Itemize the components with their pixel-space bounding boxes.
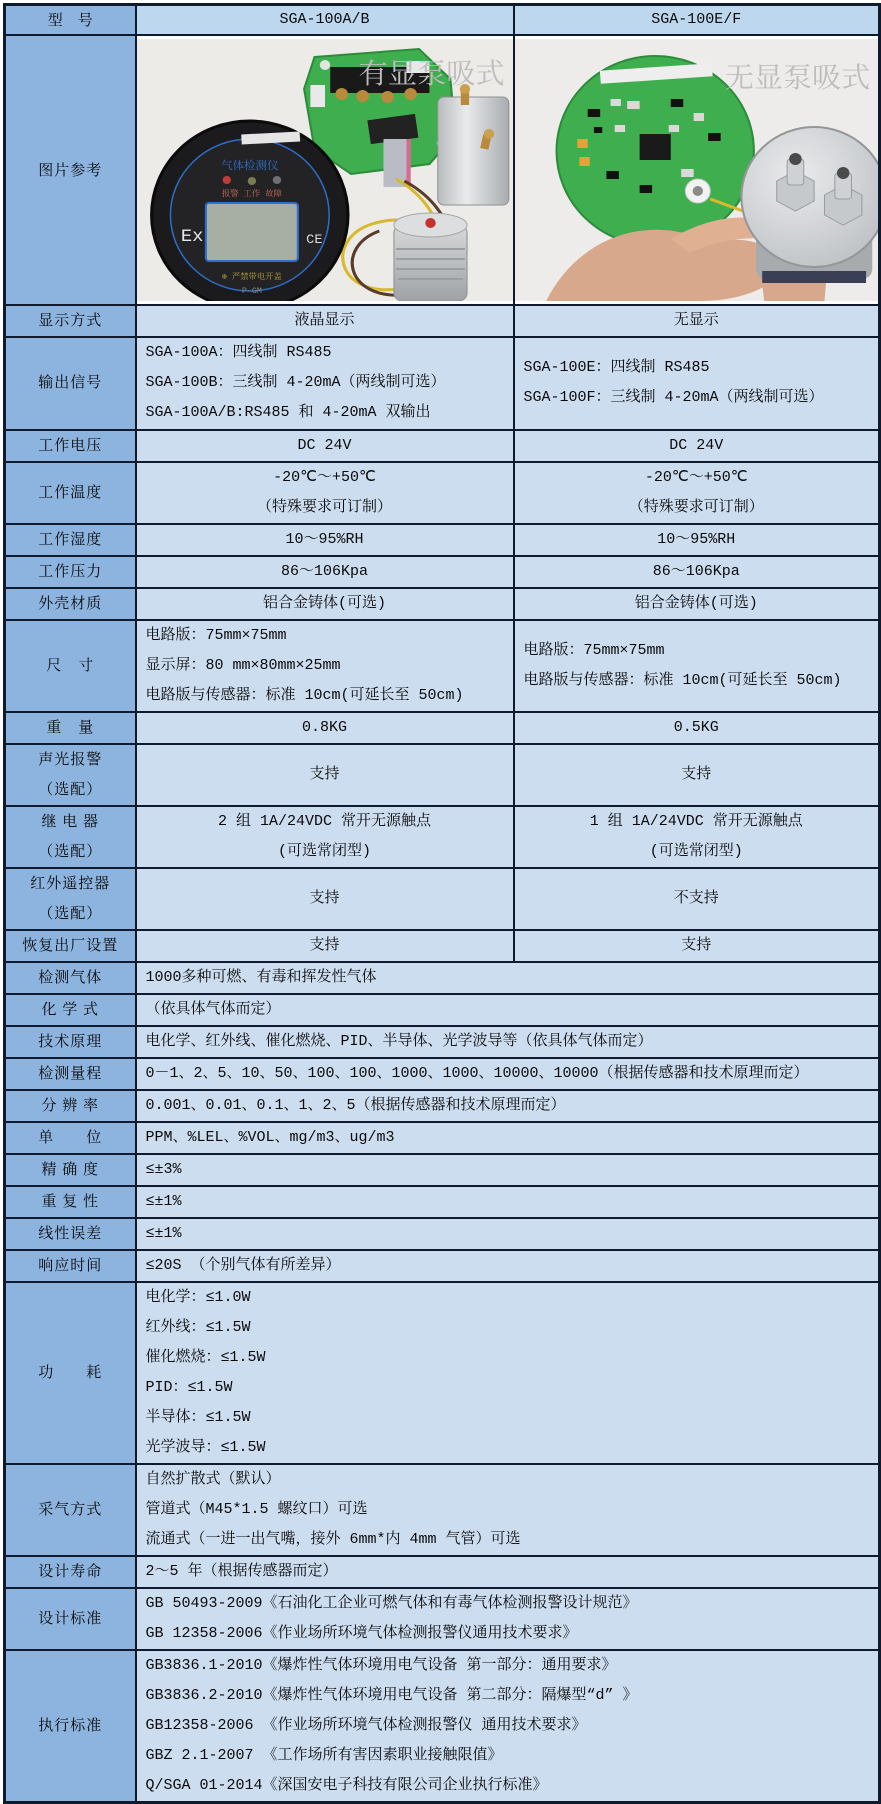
spec-value-audible-visual-alarm-col2 bbox=[514, 744, 880, 806]
row-label-power-consumption bbox=[5, 1282, 136, 1464]
spec-value-line: ≤±3% bbox=[145, 1160, 182, 1178]
row-label-line: 检测量程 bbox=[38, 1065, 103, 1082]
row-label-line: 恢复出厂设置 bbox=[22, 937, 119, 954]
row-label-line: 外壳材质 bbox=[38, 595, 103, 612]
row-label-line: 化 学 式 bbox=[41, 1001, 99, 1018]
row-label-line: （选配） bbox=[38, 781, 103, 798]
spec-value-line: 0－1、2、5、10、50、100、100、1000、1000、10000、10000（根据传感器和技术原理而定） bbox=[145, 1064, 809, 1082]
table-row-repeatability bbox=[5, 1186, 880, 1218]
spec-value-line: （依具体气体而定） bbox=[145, 1000, 281, 1018]
table-row-unit bbox=[5, 1122, 880, 1154]
spec-value-line: PID：≤1.5W bbox=[145, 1378, 233, 1396]
row-label-line: 检测气体 bbox=[38, 969, 103, 986]
table-row-output-signal bbox=[5, 337, 880, 430]
spec-value-line: SGA-100F：三线制 4-20mA（两线制可选） bbox=[523, 389, 824, 406]
spec-value-weight-col1 bbox=[136, 712, 514, 744]
row-label-weight bbox=[5, 712, 136, 744]
table-row-sampling-method bbox=[5, 1464, 880, 1556]
row-label-response-time bbox=[5, 1250, 136, 1282]
spec-rows bbox=[5, 305, 880, 1803]
spec-value-line: 电路版与传感器：标准 10cm(可延长至 50cm) bbox=[523, 671, 842, 689]
spec-value-line: 0.5KG bbox=[673, 718, 719, 736]
gauge-pgm-label: P-GM bbox=[241, 286, 262, 296]
row-label-line: 设计标准 bbox=[38, 1610, 103, 1627]
spec-value-line: 无显示 bbox=[673, 311, 719, 329]
row-label-line: 技术原理 bbox=[38, 1033, 103, 1050]
row-label-line: （选配） bbox=[38, 843, 103, 860]
spec-value-line: 电化学：≤1.0W bbox=[145, 1288, 251, 1306]
spec-value-line: ≤±1% bbox=[145, 1224, 182, 1242]
row-label-line: 功 耗 bbox=[38, 1364, 103, 1381]
spec-value-line: 电路版与传感器：标准 10cm(可延长至 50cm) bbox=[145, 686, 464, 704]
spec-value-line: 液晶显示 bbox=[294, 311, 355, 329]
table-row-chemical-formula bbox=[5, 994, 880, 1026]
spec-value-line: DC 24V bbox=[669, 436, 724, 454]
table-row-display-mode bbox=[5, 305, 880, 337]
gauge-ex-mark: Ex bbox=[180, 225, 203, 247]
spec-value-line: DC 24V bbox=[297, 436, 352, 454]
spec-value-line: 半导体：≤1.5W bbox=[145, 1408, 251, 1426]
spec-value-housing-material-col2 bbox=[514, 588, 880, 620]
watermark-pump-with-display: 有显泵吸式 bbox=[358, 58, 505, 90]
spec-value-dimensions-col1 bbox=[136, 620, 514, 712]
spec-value-working-temperature-col1 bbox=[136, 462, 514, 524]
row-label-line: 工作电压 bbox=[38, 437, 103, 454]
row-label-dimensions bbox=[5, 620, 136, 712]
row-label-detected-gas bbox=[5, 962, 136, 994]
spec-value-line: 86～106Kpa bbox=[652, 562, 740, 580]
table-row-detected-gas bbox=[5, 962, 880, 994]
spec-value-working-temperature-col2 bbox=[514, 462, 880, 524]
spec-value-display-mode-col1 bbox=[136, 305, 514, 337]
table-row-linearity-error bbox=[5, 1218, 880, 1250]
row-label-image-reference: 图片参考 bbox=[5, 35, 136, 305]
row-label-ir-remote bbox=[5, 868, 136, 930]
spec-value-line: SGA-100E：四线制 RS485 bbox=[523, 359, 710, 376]
table-row-audible-visual-alarm bbox=[5, 744, 880, 806]
table-row-relay bbox=[5, 806, 880, 868]
spec-value-dimensions-col2 bbox=[514, 620, 880, 712]
header-model-a: SGA-100A/B bbox=[136, 5, 514, 35]
spec-value-detection-range bbox=[136, 1058, 880, 1090]
row-label-accuracy bbox=[5, 1154, 136, 1186]
svg-text:⊕ 严禁带电开盖: ⊕ 严禁带电开盖 bbox=[221, 272, 282, 282]
spec-value-executive-standard bbox=[136, 1650, 880, 1803]
ribbed-sensor-illustration bbox=[393, 213, 466, 301]
table-row-housing-material bbox=[5, 588, 880, 620]
spec-value-line: 管道式（M45*1.5 螺纹口）可选 bbox=[145, 1500, 368, 1518]
spec-value-line: (可选常闭型) bbox=[649, 842, 743, 860]
spec-value-factory-reset-col2 bbox=[514, 930, 880, 962]
row-label-working-pressure bbox=[5, 556, 136, 588]
spec-value-line: GB12358-2006 《作业场所环境气体检测报警仪 通用技术要求》 bbox=[145, 1716, 587, 1734]
row-label-line: 响应时间 bbox=[38, 1257, 103, 1274]
spec-value-working-pressure-col1 bbox=[136, 556, 514, 588]
spec-value-line: 光学波导：≤1.5W bbox=[145, 1438, 266, 1456]
spec-value-display-mode-col2 bbox=[514, 305, 880, 337]
spec-value-line: 0.8KG bbox=[301, 718, 347, 736]
spec-value-resolution bbox=[136, 1090, 880, 1122]
row-label-line: 重 复 性 bbox=[41, 1193, 99, 1210]
spec-value-technical-principle bbox=[136, 1026, 880, 1058]
row-label-executive-standard bbox=[5, 1650, 136, 1803]
spec-value-line: SGA-100B：三线制 4-20mA（两线制可选） bbox=[145, 374, 446, 391]
spec-value-working-voltage-col2 bbox=[514, 430, 880, 462]
gauge-title-text: 气体检测仪 bbox=[220, 160, 278, 173]
spec-value-ir-remote-col2 bbox=[514, 868, 880, 930]
spec-value-relay-col2 bbox=[514, 806, 880, 868]
spec-value-output-signal-col2 bbox=[514, 337, 880, 430]
row-label-line: 显示方式 bbox=[38, 312, 103, 329]
row-label-line: 工作湿度 bbox=[38, 531, 103, 548]
spec-value-factory-reset-col1 bbox=[136, 930, 514, 962]
header-model-b: SGA-100E/F bbox=[514, 5, 880, 35]
spec-value-line: 不支持 bbox=[673, 889, 719, 907]
row-label-line: 采气方式 bbox=[38, 1501, 103, 1518]
table-header-row bbox=[5, 5, 880, 35]
table-row-dimensions bbox=[5, 620, 880, 712]
row-label-line: 执行标准 bbox=[38, 1717, 103, 1734]
spec-value-line: 86～106Kpa bbox=[280, 562, 368, 580]
spec-value-line: GBZ 2.1-2007 《工作场所有害因素职业接触限值》 bbox=[145, 1746, 503, 1764]
spec-value-detected-gas bbox=[136, 962, 880, 994]
spec-value-working-voltage-col1 bbox=[136, 430, 514, 462]
spec-value-working-humidity-col2 bbox=[514, 524, 880, 556]
row-label-design-life bbox=[5, 1556, 136, 1588]
spec-value-unit bbox=[136, 1122, 880, 1154]
spec-value-sampling-method bbox=[136, 1464, 880, 1556]
product-photo-a-illustration bbox=[137, 39, 513, 301]
row-label-line: 工作温度 bbox=[38, 484, 103, 501]
row-label-line: 设计寿命 bbox=[38, 1563, 103, 1580]
row-label-line: 分 辨 率 bbox=[41, 1097, 99, 1114]
spec-value-line: Q/SGA 01-2014《深国安电子科技有限公司企业执行标准》 bbox=[145, 1776, 548, 1794]
spec-value-line: GB 50493-2009《石油化工企业可燃气体和有毒气体检测报警设计规范》 bbox=[145, 1594, 638, 1612]
table-row-working-temperature bbox=[5, 462, 880, 524]
spec-value-design-life bbox=[136, 1556, 880, 1588]
spec-value-line: PPM、%LEL、%VOL、mg/m3、ug/m3 bbox=[145, 1128, 395, 1146]
watermark-pump-without-display: 无显泵吸式 bbox=[724, 62, 870, 94]
spec-value-line: 10～95%RH bbox=[285, 530, 364, 548]
spec-value-audible-visual-alarm-col1 bbox=[136, 744, 514, 806]
table-row-factory-reset bbox=[5, 930, 880, 962]
spec-value-line: （特殊要求可订制） bbox=[256, 498, 392, 516]
row-label-line: 声光报警 bbox=[38, 751, 103, 768]
sensor-cylinder-illustration bbox=[741, 127, 878, 283]
row-label-relay bbox=[5, 806, 136, 868]
table-row-working-pressure bbox=[5, 556, 880, 588]
table-row-design-standard bbox=[5, 1588, 880, 1650]
table-row-working-humidity bbox=[5, 524, 880, 556]
spec-value-line: 0.001、0.01、0.1、1、2、5（根据传感器和技术原理而定） bbox=[145, 1096, 566, 1114]
spec-value-weight-col2 bbox=[514, 712, 880, 744]
row-label-line: 单 位 bbox=[38, 1129, 103, 1146]
product-photo-sga100ab bbox=[137, 39, 513, 301]
spec-value-linearity-error bbox=[136, 1218, 880, 1250]
row-label-working-temperature bbox=[5, 462, 136, 524]
row-label-chemical-formula bbox=[5, 994, 136, 1026]
spec-value-line: 10～95%RH bbox=[657, 530, 736, 548]
spec-value-line: 铝合金铸体(可选) bbox=[634, 594, 758, 612]
product-photo-sga100ef bbox=[515, 39, 879, 301]
spec-value-line: 支持 bbox=[309, 936, 340, 954]
spec-value-line: 1000多种可燃、有毒和挥发性气体 bbox=[145, 968, 377, 986]
spec-value-accuracy bbox=[136, 1154, 880, 1186]
spec-value-line: 电路版：75mm×75mm bbox=[523, 641, 665, 659]
row-label-line: 输出信号 bbox=[38, 375, 103, 391]
spec-value-line: GB3836.1-2010《爆炸性气体环境用电气设备 第一部分：通用要求》 bbox=[145, 1656, 617, 1674]
table-row-response-time bbox=[5, 1250, 880, 1282]
table-row-working-voltage bbox=[5, 430, 880, 462]
product-photo-b-illustration bbox=[515, 39, 879, 301]
spec-value-line: GB 12358-2006《作业场所环境气体检测报警仪通用技术要求》 bbox=[145, 1624, 578, 1642]
spec-value-line: 显示屏：80 mm×80mm×25mm bbox=[145, 656, 341, 674]
row-label-resolution bbox=[5, 1090, 136, 1122]
spec-value-line: 支持 bbox=[681, 936, 712, 954]
spec-value-chemical-formula bbox=[136, 994, 880, 1026]
row-label-working-humidity bbox=[5, 524, 136, 556]
product-spec-table bbox=[3, 3, 881, 1804]
gauge-led-labels: 报警 工作 故障 bbox=[221, 189, 282, 199]
spec-value-line: GB3836.2-2010《爆炸性气体环境用电气设备 第二部分：隔爆型“d” 》 bbox=[145, 1686, 638, 1704]
table-row-power-consumption bbox=[5, 1282, 880, 1464]
spec-value-repeatability bbox=[136, 1186, 880, 1218]
row-label-display-mode bbox=[5, 305, 136, 337]
pump-cylinder-illustration bbox=[437, 84, 508, 205]
row-label-housing-material bbox=[5, 588, 136, 620]
photo-cell-sga100ab bbox=[136, 35, 514, 305]
spec-value-line: 支持 bbox=[309, 889, 340, 907]
row-label-line: 工作压力 bbox=[38, 563, 103, 580]
spec-value-line: SGA-100A：四线制 RS485 bbox=[145, 344, 332, 361]
row-label-sampling-method bbox=[5, 1464, 136, 1556]
row-label-unit bbox=[5, 1122, 136, 1154]
spec-value-line: SGA-100A/B:RS485 和 4-20mA 双输出 bbox=[145, 404, 431, 421]
spec-value-line: 自然扩散式（默认） bbox=[145, 1470, 281, 1488]
spec-value-line: 流通式（一进一出气嘴，接外 6mm*内 4mm 气管）可选 bbox=[145, 1530, 521, 1548]
table-row-executive-standard bbox=[5, 1650, 880, 1803]
table-row-resolution bbox=[5, 1090, 880, 1122]
row-label-line: 重 量 bbox=[46, 719, 95, 736]
spec-value-response-time bbox=[136, 1250, 880, 1282]
spec-value-line: 支持 bbox=[681, 765, 712, 783]
row-label-line: 线性误差 bbox=[38, 1225, 103, 1242]
spec-value-line: 1 组 1A/24VDC 常开无源触点 bbox=[589, 812, 803, 830]
spec-value-ir-remote-col1 bbox=[136, 868, 514, 930]
image-reference-row bbox=[5, 35, 880, 305]
row-label-line: 继 电 器 bbox=[41, 813, 99, 830]
row-label-line: 尺 寸 bbox=[46, 657, 95, 674]
table-row-design-life bbox=[5, 1556, 880, 1588]
spec-value-housing-material-col1 bbox=[136, 588, 514, 620]
table-row-detection-range bbox=[5, 1058, 880, 1090]
spec-value-design-standard bbox=[136, 1588, 880, 1650]
spec-value-power-consumption bbox=[136, 1282, 880, 1464]
spec-value-line: 催化燃烧：≤1.5W bbox=[145, 1348, 266, 1366]
table-row-ir-remote bbox=[5, 868, 880, 930]
spec-value-line: 铝合金铸体(可选) bbox=[262, 594, 386, 612]
header-model-label: 型 号 bbox=[5, 5, 136, 35]
row-label-audible-visual-alarm bbox=[5, 744, 136, 806]
spec-value-line: 红外线：≤1.5W bbox=[145, 1318, 251, 1336]
table-row-technical-principle bbox=[5, 1026, 880, 1058]
row-label-factory-reset bbox=[5, 930, 136, 962]
photo-cell-sga100ef bbox=[514, 35, 880, 305]
spec-value-line: -20℃～+50℃ bbox=[273, 468, 376, 486]
spec-value-line: 电路版：75mm×75mm bbox=[145, 626, 287, 644]
spec-value-working-pressure-col2 bbox=[514, 556, 880, 588]
row-label-line: 红外遥控器 bbox=[30, 875, 111, 892]
row-label-line: （选配） bbox=[38, 905, 103, 922]
spec-value-line: (可选常闭型) bbox=[277, 842, 371, 860]
spec-value-relay-col1 bbox=[136, 806, 514, 868]
gauge-illustration bbox=[151, 121, 347, 301]
row-label-line: 精 确 度 bbox=[41, 1161, 99, 1178]
spec-value-line: 2 组 1A/24VDC 常开无源触点 bbox=[217, 812, 432, 830]
spec-value-line: ≤20S （个别气体有所差异） bbox=[145, 1256, 341, 1274]
row-label-repeatability bbox=[5, 1186, 136, 1218]
spec-value-line: ≤±1% bbox=[145, 1192, 182, 1210]
gauge-ce-mark: CE bbox=[305, 231, 322, 247]
row-label-output-signal bbox=[5, 337, 136, 430]
spec-value-line: （特殊要求可订制） bbox=[628, 498, 764, 516]
spec-value-line: -20℃～+50℃ bbox=[644, 468, 748, 486]
spec-value-output-signal-col1 bbox=[136, 337, 514, 430]
spec-value-working-humidity-col1 bbox=[136, 524, 514, 556]
row-label-technical-principle bbox=[5, 1026, 136, 1058]
row-label-working-voltage bbox=[5, 430, 136, 462]
row-label-design-standard bbox=[5, 1588, 136, 1650]
row-label-detection-range bbox=[5, 1058, 136, 1090]
table-row-weight bbox=[5, 712, 880, 744]
spec-value-line: 支持 bbox=[309, 765, 340, 783]
spec-value-line: 2～5 年（根据传感器而定） bbox=[145, 1562, 338, 1580]
table-row-accuracy bbox=[5, 1154, 880, 1186]
row-label-linearity-error bbox=[5, 1218, 136, 1250]
spec-value-line: 电化学、红外线、催化燃烧、PID、半导体、光学波导等（依具体气体而定） bbox=[145, 1032, 653, 1050]
